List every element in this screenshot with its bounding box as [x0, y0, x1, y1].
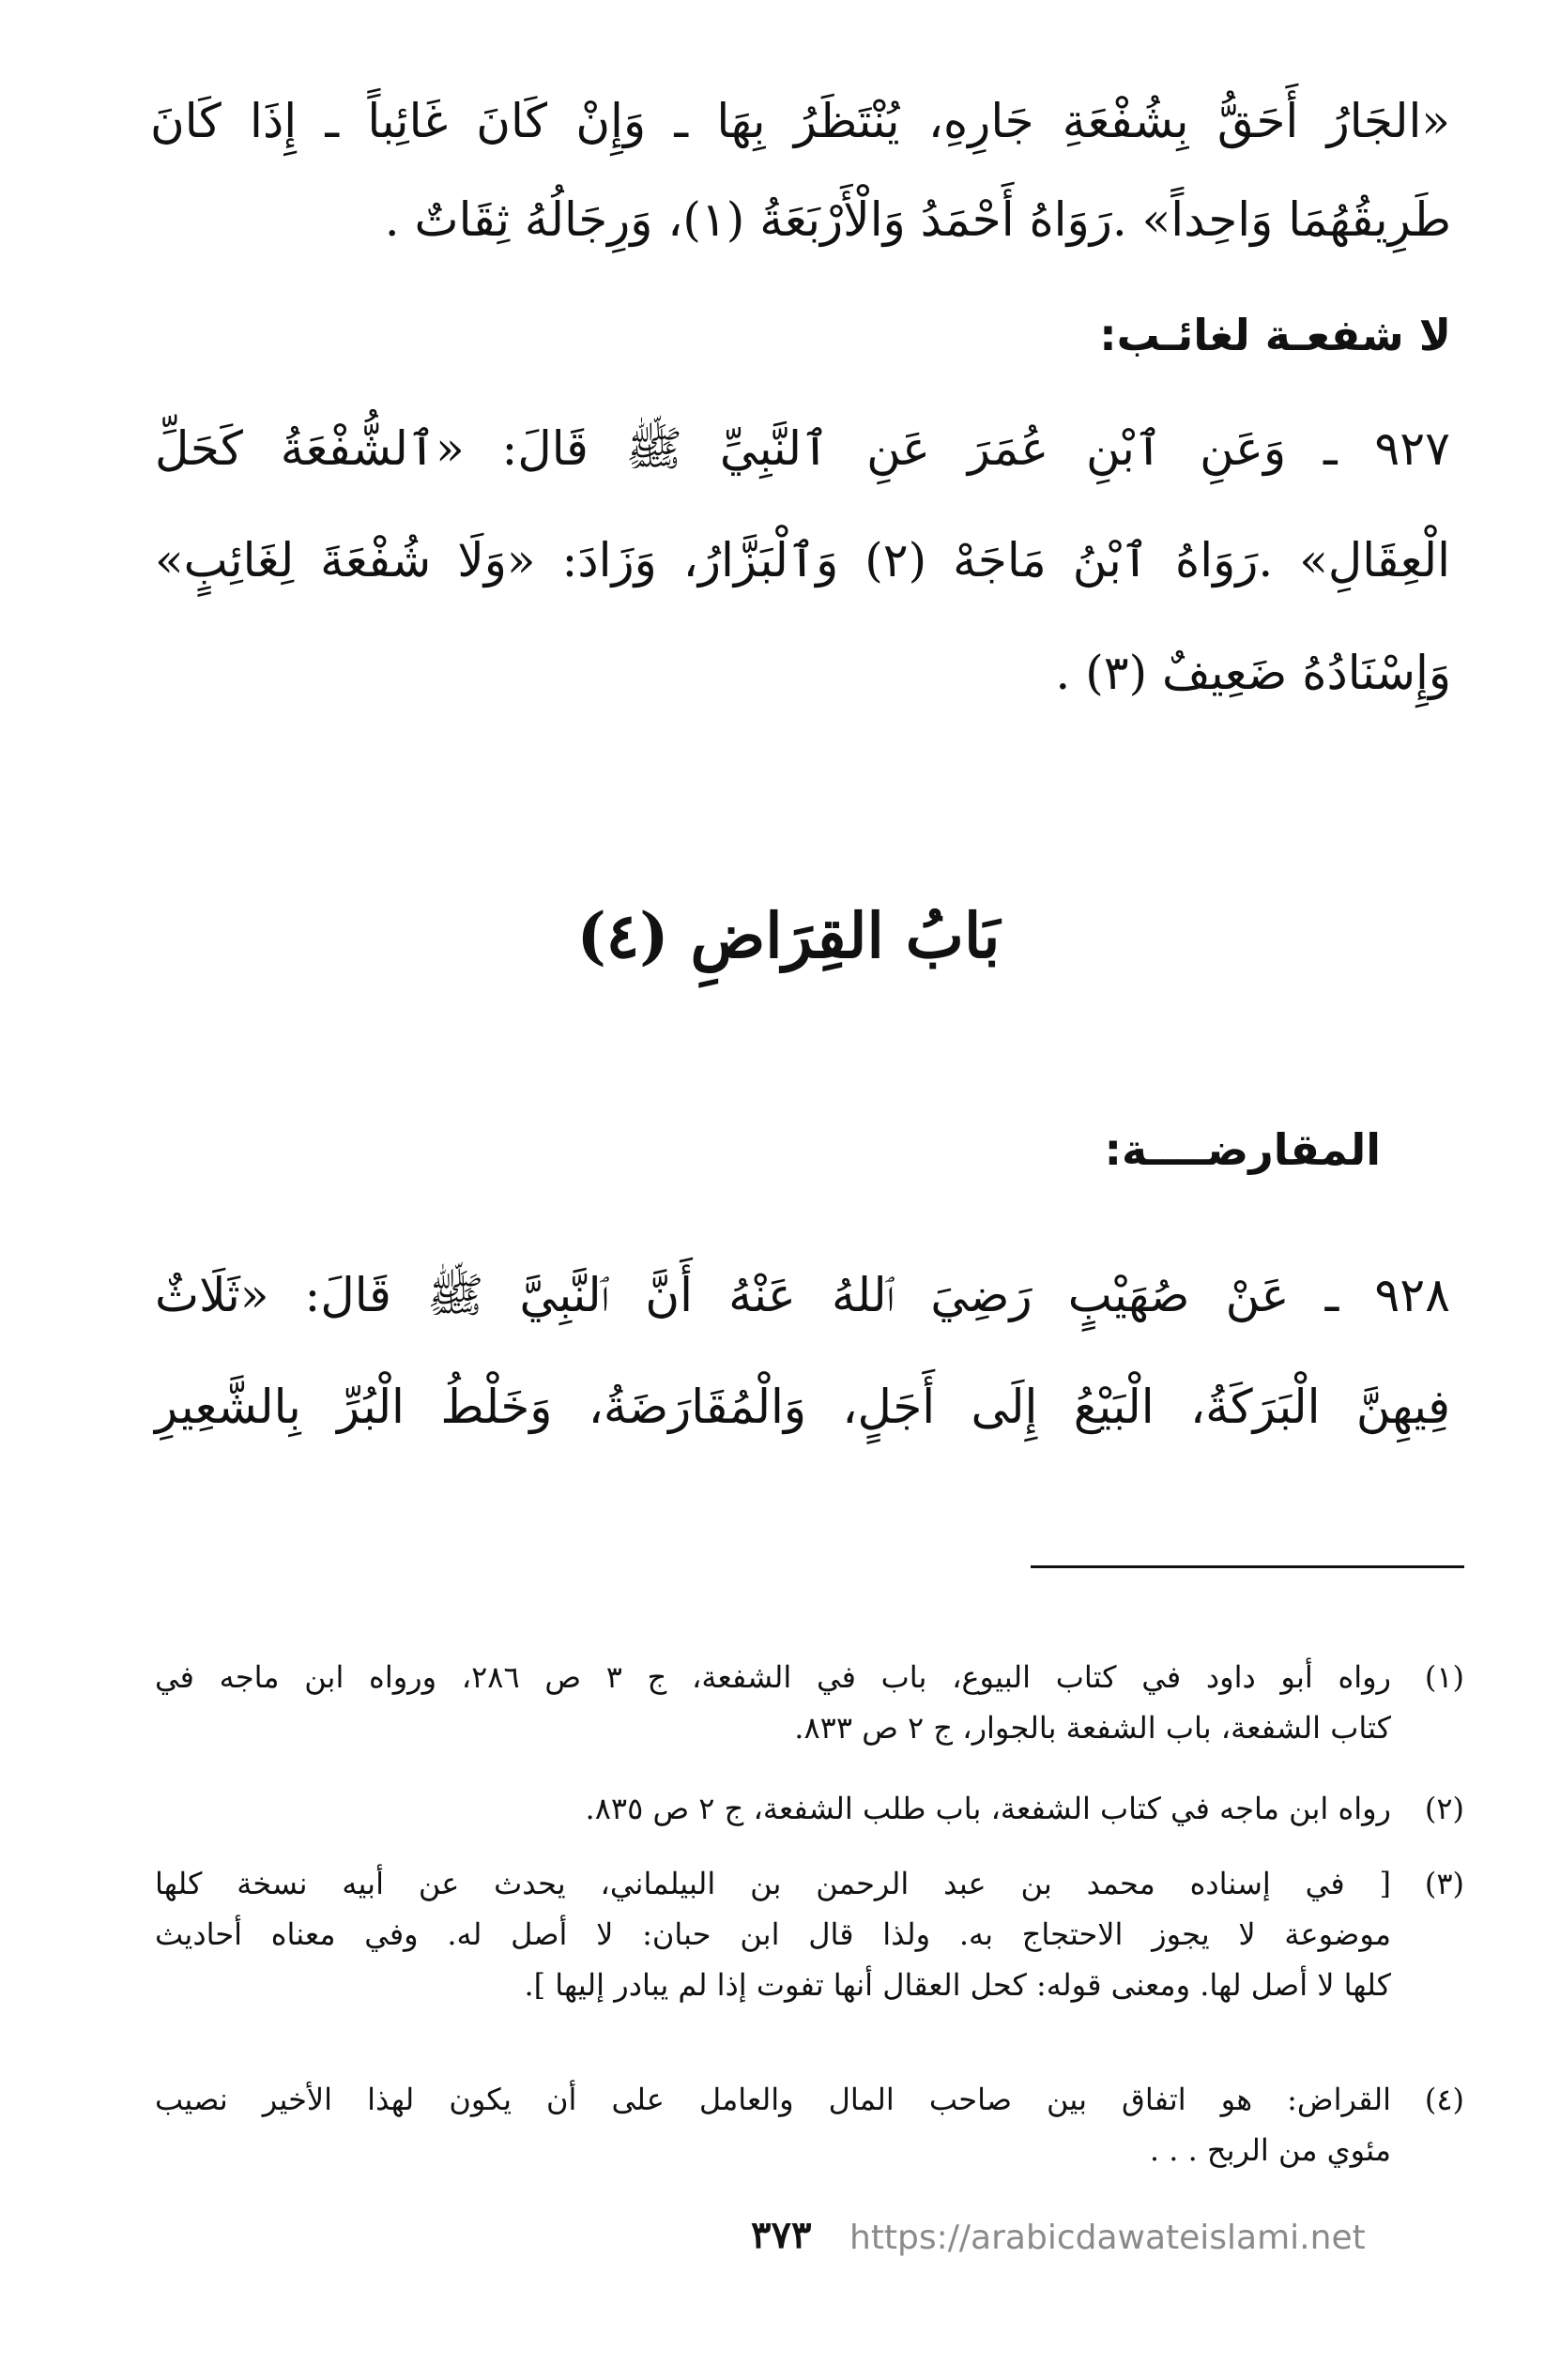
footnote-text: [155, 1652, 1391, 1753]
footnote: [155, 1652, 1464, 1753]
footnote-line: موضوعة لا يجوز الاحتجاج به. ولذا قال ابن حبان: لا أصل له. وفي معناه أحاديث: [155, 1916, 1391, 1952]
footnote-line: كلها لا أصل لها. ومعنى قوله: كحل العقال أنها تفوت إذا لم يبادر إليها ].: [524, 1967, 1391, 2003]
hadith-text-line: فِيهِنَّ الْبَرَكَةُ، الْبَيْعُ إِلَى أَجَلٍ، وَالْمُقَارَضَةُ، وَخَلْطُ الْبُرِّ بِالشَّعِيرِ: [155, 1380, 1450, 1434]
footnote-line: رواه أبو داود في كتاب البيوع، باب في الشفعة، ج ٣ ص ٢٨٦، ورواه ابن ماجه في: [155, 1659, 1392, 1695]
hadith-text-line: وَإِسْنَادُهُ ضَعِيفٌ (٣) .: [1055, 646, 1451, 700]
hadith-text-line: ٩٢٧ ـ وَعَنِ ٱبْنِ عُمَرَ عَنِ ٱلنَّبِيِّ ﷺ قَالَ: «ٱلشُّفْعَةُ كَحَلِّ: [155, 421, 1450, 476]
footnote-line: رواه ابن ماجه في كتاب الشفعة، باب طلب الشفعة، ج ٢ ص ٨٣٥.: [585, 1791, 1391, 1826]
footnote-number: (٢): [1424, 1791, 1464, 1826]
footnote-separator: [1031, 1565, 1464, 1568]
footnote-line: القراض: هو اتفاق بين صاحب المال والعامل على أن يكون لهذا الأخير نصيب: [155, 2082, 1391, 2117]
footnote-line: كتاب الشفعة، باب الشفعة بالجوار، ج ٢ ص ٨٣٣.: [794, 1710, 1391, 1746]
footnote-number: (٤): [1424, 2082, 1464, 2117]
footnote: [155, 1783, 1464, 1834]
watermark-url: https://arabicdawateislami.net: [849, 2219, 1366, 2257]
chapter-title: بَابُ القِرَاضِ (٤): [576, 899, 1001, 972]
footnote-text: [155, 2074, 1391, 2175]
footnote-text: [155, 1783, 1391, 1834]
footnote-line: [ في إسناده محمد بن عبد الرحمن بن البيلماني، يحدث عن أبيه نسخة كلها: [155, 1866, 1391, 1901]
footnote: [155, 2074, 1464, 2175]
hadith-text-line: «الجَارُ أَحَقُّ بِشُفْعَةِ جَارِهِ، يُنْتَظَرُ بِهَا ـ وَإِنْ كَانَ غَائِباً ـ إِذَا كَانَ: [150, 94, 1450, 148]
footnote-text: [155, 1858, 1391, 2010]
section-heading: المقارضــــة:: [1104, 1124, 1381, 1175]
hadith-text-line: الْعِقَالِ» .رَوَاهُ ٱبْنُ مَاجَهْ (٢) وَٱلْبَزَّارُ، وَزَادَ: «وَلَا شُفْعَةَ لِغَائِبٍ»: [155, 533, 1450, 587]
section-heading: لا شفعـة لغائـب:: [1099, 310, 1451, 360]
footnote: [155, 1858, 1464, 2010]
footnote-number: (١): [1424, 1659, 1464, 1695]
footnote-number: (٣): [1424, 1866, 1464, 1901]
hadith-text-line: طَرِيقُهُمَا وَاحِداً» .رَوَاهُ أَحْمَدُ وَالْأَرْبَعَةُ (١)، وَرِجَالُهُ ثِقَاتٌ .: [384, 192, 1451, 247]
page-number: ٣٧٣: [751, 2213, 812, 2257]
footnote-line: مئوي من الربح . . .: [1149, 2132, 1391, 2168]
hadith-text-line: ٩٢٨ ـ عَنْ صُهَيْبٍ رَضِيَ ٱللهُ عَنْهُ أَنَّ ٱلنَّبِيَّ ﷺ قَالَ: «ثَلَاثٌ: [155, 1268, 1450, 1322]
